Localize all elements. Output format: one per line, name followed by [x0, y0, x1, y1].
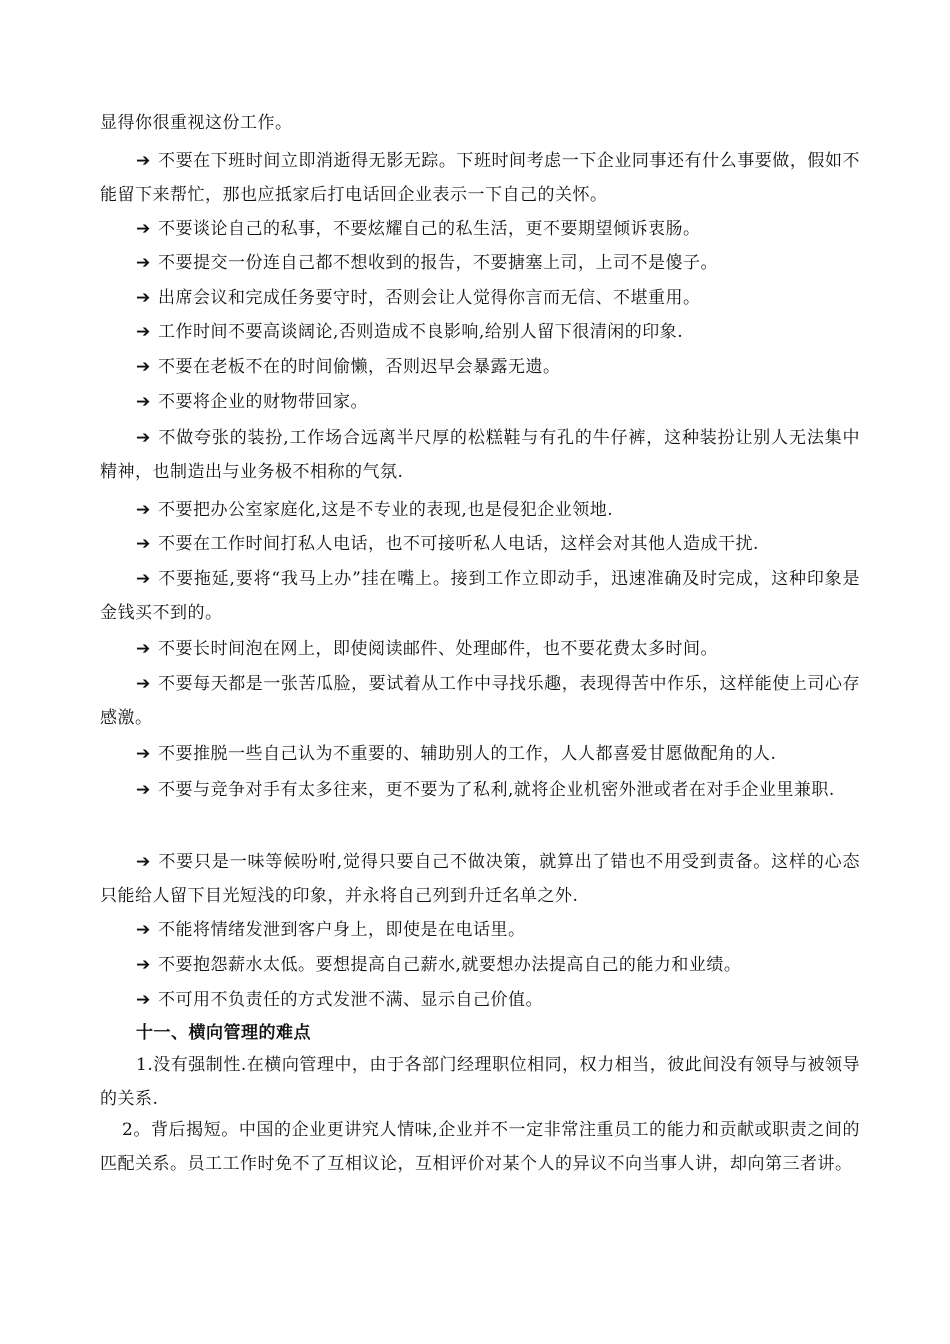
bullet-text: 不要只是一味等候吩咐,觉得只要自己不做决策，就算出了错也不用受到责备。这样的心态只能给人留下目光短浅的印象，并永将自己列到升迁名单之外. — [100, 852, 860, 906]
bullet-9 — [100, 493, 860, 527]
arrow-icon: ➔ — [136, 780, 151, 800]
arrow-icon: ➔ — [136, 151, 151, 171]
bullet-3 — [100, 246, 860, 280]
lead-text: 显得你很重视这份工作。 — [100, 113, 293, 133]
point-2 — [100, 1113, 860, 1181]
bullet-15 — [100, 773, 860, 807]
bullet-text: 不要提交一份连自己都不想收到的报告，不要搪塞上司，上司不是傻子。 — [158, 253, 718, 273]
lead-paragraph — [100, 106, 860, 140]
bullet-text: 不能将情绪发泄到客户身上，即使是在电话里。 — [158, 920, 526, 940]
bullet-10 — [100, 527, 860, 561]
bullet-18 — [100, 948, 860, 982]
bullet-8 — [100, 421, 860, 489]
bullet-text: 不要推脱一些自己认为不重要的、辅助别人的工作，人人都喜爱甘愿做配角的人. — [158, 744, 777, 764]
arrow-icon: ➔ — [136, 852, 151, 872]
bullet-text: 不要谈论自己的私事，不要炫耀自己的私生活，更不要期望倾诉衷肠。 — [158, 219, 701, 239]
arrow-icon: ➔ — [136, 392, 151, 412]
arrow-icon: ➔ — [136, 674, 151, 694]
bullet-7 — [100, 385, 860, 419]
bullet-2 — [100, 212, 860, 246]
bullet-text: 不要每天都是一张苦瓜脸，要试着从工作中寻找乐趣，表现得苦中作乐，这样能使上司心存感激。 — [100, 674, 860, 728]
arrow-icon: ➔ — [136, 288, 151, 308]
bullet-1 — [100, 144, 860, 212]
arrow-icon: ➔ — [136, 357, 151, 377]
arrow-icon: ➔ — [136, 219, 151, 239]
bullet-12 — [100, 632, 860, 666]
arrow-icon: ➔ — [136, 428, 151, 448]
bullet-text: 不要抱怨薪水太低。要想提高自己薪水,就要想办法提高自己的能力和业绩。 — [158, 955, 742, 975]
bullet-4 — [100, 281, 860, 315]
bullet-text: 不要与竞争对手有太多往来，更不要为了私利,就将企业机密外泄或者在对手企业里兼职. — [158, 780, 835, 800]
bullet-text: 不做夸张的装扮,工作场合远离半尺厚的松糕鞋与有孔的牛仔裤，这种装扮让别人无法集中精神，也制造出与业务极不相称的气氛. — [100, 428, 860, 482]
arrow-icon: ➔ — [136, 534, 151, 554]
bullet-text: 不要长时间泡在网上，即使阅读邮件、处理邮件，也不要花费太多时间。 — [158, 639, 718, 659]
bullet-19 — [100, 983, 860, 1017]
bullet-13 — [100, 667, 860, 735]
section-heading-block — [100, 1016, 860, 1050]
arrow-icon: ➔ — [136, 955, 151, 975]
bullet-text: 不要在老板不在的时间偷懒，否则迟早会暴露无遗。 — [158, 357, 561, 377]
point-text: 1.没有强制性.在横向管理中，由于各部门经理职位相同，权力相当，彼此间没有领导与被领导的关系. — [100, 1055, 860, 1109]
bullet-11 — [100, 562, 860, 630]
arrow-icon: ➔ — [136, 639, 151, 659]
section-heading: 十一、横向管理的难点 — [136, 1023, 311, 1043]
arrow-icon: ➔ — [136, 744, 151, 764]
bullet-text: 出席会议和完成任务要守时，否则会让人觉得你言而无信、不堪重用。 — [158, 288, 701, 308]
point-1 — [100, 1048, 860, 1116]
arrow-icon: ➔ — [136, 569, 151, 589]
bullet-text: 不要把办公室家庭化,这是不专业的表现,也是侵犯企业领地. — [158, 500, 614, 520]
bullet-5 — [100, 315, 860, 349]
bullet-text: 不要在工作时间打私人电话，也不可接听私人电话，这样会对其他人造成干扰. — [158, 534, 759, 554]
bullet-text: 不要在下班时间立即消逝得无影无踪。下班时间考虑一下企业同事还有什么事要做，假如不能留下来帮忙，那也应抵家后打电话回企业表示一下自己的关怀。 — [100, 151, 860, 205]
bullet-14 — [100, 737, 860, 771]
arrow-icon: ➔ — [136, 322, 151, 342]
point-text: 2。背后揭短。中国的企业更讲究人情味,企业并不一定非常注重员工的能力和贡献或职责之间的匹配关系。员工工作时免不了互相议论，互相评价对某个人的异议不向当事人讲，却向第三者讲。 — [100, 1120, 860, 1174]
arrow-icon: ➔ — [136, 920, 151, 940]
bullet-text: 工作时间不要高谈阔论,否则造成不良影响,给别人留下很清闲的印象. — [158, 322, 684, 342]
arrow-icon: ➔ — [136, 253, 151, 273]
arrow-icon: ➔ — [136, 990, 151, 1010]
bullet-17 — [100, 913, 860, 947]
arrow-icon: ➔ — [136, 500, 151, 520]
bullet-text: 不要将企业的财物带回家。 — [158, 392, 368, 412]
bullet-16 — [100, 845, 860, 913]
bullet-text: 不可用不负责任的方式发泄不满、显示自己价值。 — [158, 990, 543, 1010]
bullet-6 — [100, 350, 860, 384]
bullet-text: 不要拖延,要将“我马上办”挂在嘴上。接到工作立即动手，迅速准确及时完成，这种印象是金钱买不到的。 — [100, 569, 860, 623]
